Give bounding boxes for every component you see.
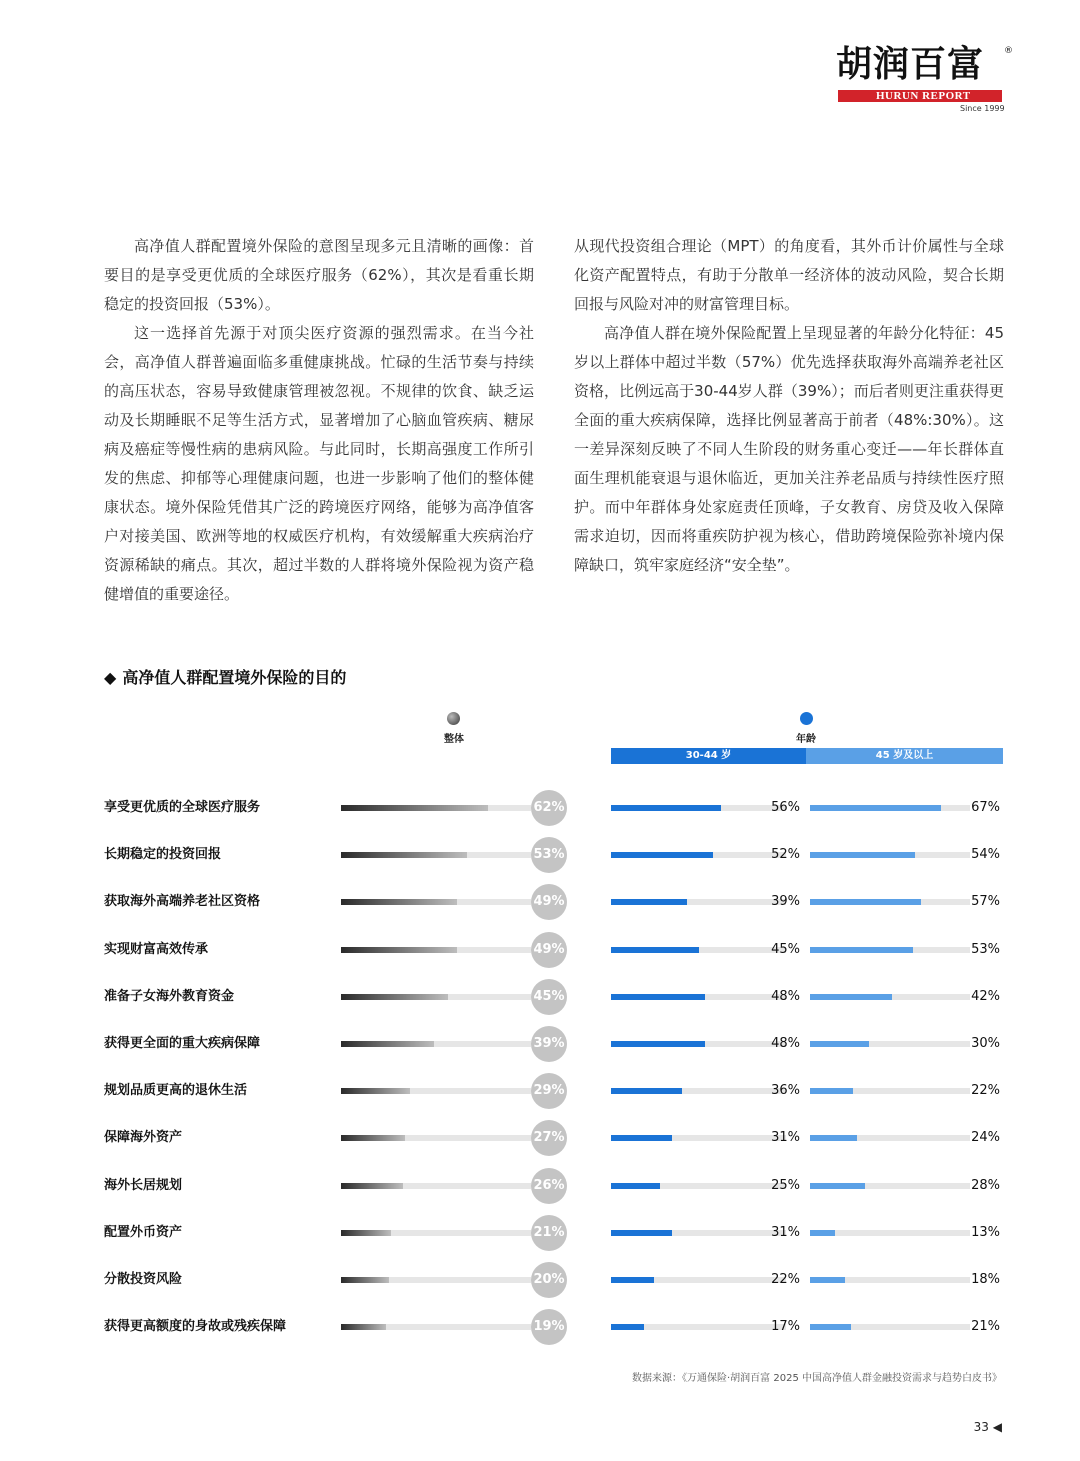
overall-value-label: 39% <box>531 1026 567 1062</box>
young-bar <box>611 1230 672 1236</box>
old-bar-track <box>810 1088 970 1094</box>
category-label: 规划品质更高的退休生活 <box>104 1083 248 1099</box>
category-label: 获得更全面的重大疾病保障 <box>104 1036 261 1051</box>
old-bar-track <box>810 805 970 811</box>
overall-bar-track <box>341 1088 531 1094</box>
overall-bar-track <box>341 1041 531 1047</box>
old-value-label: 13% <box>971 1224 1000 1240</box>
old-bar-track <box>810 1041 970 1047</box>
overall-bar-track <box>341 805 531 811</box>
overall-bar-track <box>341 1135 531 1141</box>
overall-bar <box>341 994 448 1000</box>
page-number-value: 33 <box>973 1420 989 1434</box>
overall-bar-track <box>341 852 531 858</box>
logo-chinese: 胡润百富 <box>836 44 985 85</box>
overall-bar <box>341 1183 403 1189</box>
hurun-logo <box>836 44 1013 116</box>
category-label: 配置外币资产 <box>104 1224 183 1240</box>
old-value-label: 67% <box>971 800 1000 815</box>
old-bar-track <box>810 947 970 953</box>
old-bar-track <box>810 994 970 1000</box>
category-label: 海外长居规划 <box>104 1177 183 1193</box>
young-value-label: 45% <box>771 941 800 957</box>
old-bar <box>810 805 941 811</box>
page-arrow-icon: ◀ <box>992 1420 1002 1434</box>
paragraph: 从现代投资组合理论（MPT）的角度看，其外币计价属性与全球化资产配置特点，有助于分散单一经济体的波动风险，契合长期回报与风险对冲的财富管理目标。 <box>574 237 1004 313</box>
overall-bar <box>341 899 457 905</box>
young-bar <box>611 994 705 1000</box>
category-label: 长期稳定的投资回报 <box>104 847 222 863</box>
overall-bar <box>341 805 488 811</box>
young-bar <box>611 1324 644 1330</box>
paragraph: 高净值人群在境外保险配置上呈现显著的年龄分化特征：45岁以上群体中超过半数（57%）优先选择获取海外高端养老社区资格，比例远高于30-44岁人群（39%）；而后者则更注重获得更全面的重大疾病保障，选择比例显著高于前者（48%:30%）。这一差异深刻反映了不同人生阶段的财务重心变迁——年长群体直面生理机能衰退与退休临近，更加关注养老品质与持续性医疗照护。而中年群体身处家庭责任顶峰，子女教育、房贷及收入保障需求迫切，因而将重疾防护视为核心，借助跨境保险弥补境内保障缺口，筑牢家庭经济“安全垫”。 <box>574 324 1004 574</box>
overall-value-label: 26% <box>531 1168 567 1204</box>
overall-value-label: 21% <box>531 1215 567 1251</box>
overall-value-label: 53% <box>531 837 567 873</box>
diamond-icon: ◆ <box>104 668 117 687</box>
old-bar <box>810 899 921 905</box>
text-column-right <box>574 232 1004 580</box>
young-value-label: 56% <box>771 800 800 815</box>
young-bar <box>611 899 687 905</box>
overall-bar-track <box>341 1230 531 1236</box>
paragraph: 这一选择首先源于对顶尖医疗资源的强烈需求。在当今社会，高净值人群普遍面临多重健康挑战。忙碌的生活节奏与持续的高压状态，容易导致健康管理被忽视。不规律的饮食、缺乏运动及长期睡眠不足等生活方式，显著增加了心脑血管疾病、糖尿病及癌症等慢性病的患病风险。与此同时，长期高强度工作所引发的焦虑、抑郁等心理健康问题，也进一步影响了他们的整体健康状态。境外保险凭借其广泛的跨境医疗网络，能够为高净值客户对接美国、欧洲等地的权威医疗机构，有效缓解重大疾病治疗资源稀缺的痛点。其次，超过半数的人群将境外保险视为资产稳健增值的重要途径。 <box>104 324 534 603</box>
overall-bar-track <box>341 1277 531 1283</box>
overall-bar <box>341 1135 405 1141</box>
overall-bar-track <box>341 994 531 1000</box>
old-value-label: 30% <box>971 1036 1000 1051</box>
old-value-label: 24% <box>971 1130 1000 1146</box>
overall-bar <box>341 1277 389 1283</box>
logo-registered-mark: ® <box>1004 46 1013 56</box>
paragraph: 高净值人群配置境外保险的意图呈现多元且清晰的画像：首要目的是享受更优质的全球医疗服务（62%），其次是看重长期稳定的投资回报（53%）。 <box>104 237 534 313</box>
old-bar <box>810 1041 869 1047</box>
overall-bar <box>341 1041 434 1047</box>
overall-value-label: 19% <box>531 1309 567 1345</box>
young-value-label: 31% <box>771 1224 800 1240</box>
overall-bar-track <box>341 899 531 905</box>
overall-bar-track <box>341 1183 531 1189</box>
age-band-45-plus: 45 岁及以上 <box>806 748 1003 764</box>
young-bar <box>611 1041 705 1047</box>
old-bar <box>810 1135 857 1141</box>
category-label: 获取海外高端养老社区资格 <box>104 894 261 910</box>
old-bar <box>810 1277 845 1283</box>
logo-since: Since 1999 <box>960 104 1005 113</box>
young-value-label: 25% <box>771 1177 800 1193</box>
overall-bar <box>341 947 457 953</box>
age-legend-dot <box>800 712 813 725</box>
old-bar-track <box>810 1277 970 1283</box>
old-value-label: 28% <box>971 1177 1000 1193</box>
category-label: 分散投资风险 <box>104 1272 183 1287</box>
old-bar <box>810 1183 865 1189</box>
young-value-label: 48% <box>771 1036 800 1051</box>
old-bar <box>810 852 915 858</box>
young-value-label: 17% <box>771 1319 800 1335</box>
young-value-label: 39% <box>771 894 800 910</box>
overall-legend-label: 整体 <box>444 734 464 745</box>
old-bar-track <box>810 1230 970 1236</box>
young-value-label: 48% <box>771 988 800 1004</box>
old-bar-track <box>810 1183 970 1189</box>
overall-value-label: 20% <box>531 1262 567 1298</box>
overall-bar-track <box>341 1324 531 1330</box>
category-label: 获得更高额度的身故或残疾保障 <box>104 1319 287 1335</box>
overall-bar <box>341 1088 410 1094</box>
old-bar-track <box>810 899 970 905</box>
age-band-30-44: 30-44 岁 <box>611 748 806 764</box>
overall-bar <box>341 1230 391 1236</box>
category-label: 实现财富高效传承 <box>104 941 209 957</box>
old-bar <box>810 994 892 1000</box>
young-bar <box>611 1183 660 1189</box>
old-bar-track <box>810 1324 970 1330</box>
young-value-label: 52% <box>771 847 800 863</box>
overall-bar-track <box>341 947 531 953</box>
overall-value-label: 62% <box>531 790 567 826</box>
category-label: 保障海外资产 <box>104 1130 183 1146</box>
young-value-label: 22% <box>771 1272 800 1287</box>
overall-value-label: 49% <box>531 932 567 968</box>
chart-title <box>104 666 346 690</box>
young-bar <box>611 1277 654 1283</box>
old-bar-track <box>810 1135 970 1141</box>
young-value-label: 31% <box>771 1130 800 1146</box>
old-value-label: 18% <box>971 1272 1000 1287</box>
old-value-label: 22% <box>971 1083 1000 1099</box>
young-value-label: 36% <box>771 1083 800 1099</box>
young-bar <box>611 1135 672 1141</box>
old-bar <box>810 947 913 953</box>
young-bar <box>611 1088 682 1094</box>
old-value-label: 21% <box>971 1319 1000 1335</box>
category-label: 享受更优质的全球医疗服务 <box>104 800 261 815</box>
category-label: 准备子女海外教育资金 <box>104 988 235 1004</box>
overall-value-label: 45% <box>531 979 567 1015</box>
text-column-left <box>104 232 534 609</box>
page-number <box>974 1420 1002 1434</box>
young-bar <box>611 805 721 811</box>
old-bar-track <box>810 852 970 858</box>
old-bar <box>810 1088 853 1094</box>
old-value-label: 42% <box>971 988 1000 1004</box>
overall-bar <box>341 852 467 858</box>
overall-value-label: 27% <box>531 1120 567 1156</box>
old-value-label: 54% <box>971 847 1000 863</box>
overall-legend-dot <box>447 712 460 725</box>
overall-bar <box>341 1324 386 1330</box>
data-source: 数据来源：《万通保险·胡润百富 2025 中国高净值人群金融投资需求与趋势白皮书》 <box>632 1373 1002 1384</box>
young-bar <box>611 852 713 858</box>
overall-value-label: 29% <box>531 1073 567 1109</box>
old-bar <box>810 1324 851 1330</box>
old-value-label: 57% <box>971 894 1000 910</box>
logo-english: HURUN REPORT <box>876 90 971 102</box>
young-bar <box>611 947 699 953</box>
old-value-label: 53% <box>971 941 1000 957</box>
chart-title-text: 高净值人群配置境外保险的目的 <box>122 668 347 687</box>
age-legend-label: 年龄 <box>796 734 816 745</box>
overall-value-label: 49% <box>531 884 567 920</box>
old-bar <box>810 1230 835 1236</box>
